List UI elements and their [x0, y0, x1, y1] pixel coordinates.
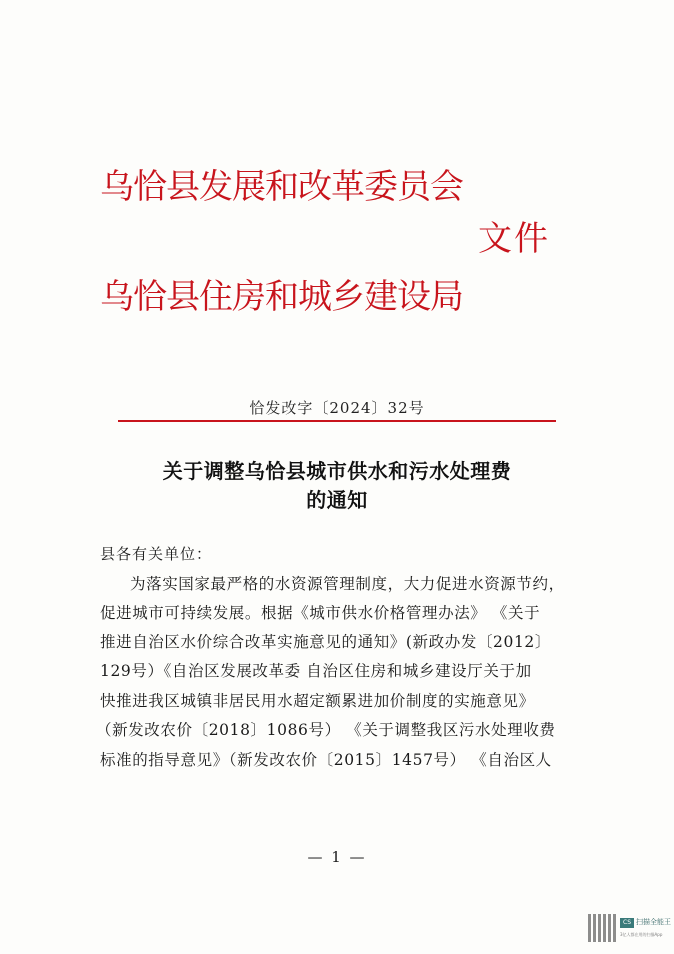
page-number: — 1 — — [307, 848, 367, 866]
document-title-line-2: 的通知 — [306, 488, 368, 512]
issuing-org-2: 乌恰县住房和城乡建设局 — [100, 277, 463, 317]
document-number: 恰发改字〔2024〕32号 — [249, 399, 425, 417]
red-divider — [118, 420, 556, 422]
scanner-name: 扫描全能王 — [636, 918, 671, 926]
body-line: 标准的指导意见》（新发改农价〔2015〕1457号） 《自治区人 — [100, 751, 552, 769]
body-line: （新发改农价〔2018〕1086号） 《关于调整我区污水处理收费 — [96, 721, 556, 739]
document-type-label: 文件 — [478, 219, 550, 259]
scanner-watermark — [588, 914, 671, 946]
scanner-tagline: 3亿人都在用的扫描App — [620, 932, 663, 937]
qr-code-icon — [588, 914, 616, 942]
scanner-logo-icon: CS — [620, 918, 634, 928]
body-line: 快推进我区城镇非居民用水超定额累进加价制度的实施意见》 — [100, 692, 535, 710]
body-line: 129号）《自治区发展改革委 自治区住房和城乡建设厅关于加 — [100, 662, 532, 680]
document-title-line-1: 关于调整乌恰县城市供水和污水处理费 — [162, 459, 512, 483]
body-line: 推进自治区水价综合改革实施意见的通知》(新政办发〔2012〕 — [100, 633, 551, 651]
body-line: 为落实国家最严格的水资源管理制度，大力促进水资源节约， — [130, 575, 565, 593]
salutation: 县各有关单位： — [100, 545, 213, 563]
body-line: 促进城市可持续发展。根据《城市供水价格管理办法》 《关于 — [100, 604, 541, 622]
issuing-org-1: 乌恰县发展和改革委员会 — [100, 167, 463, 207]
